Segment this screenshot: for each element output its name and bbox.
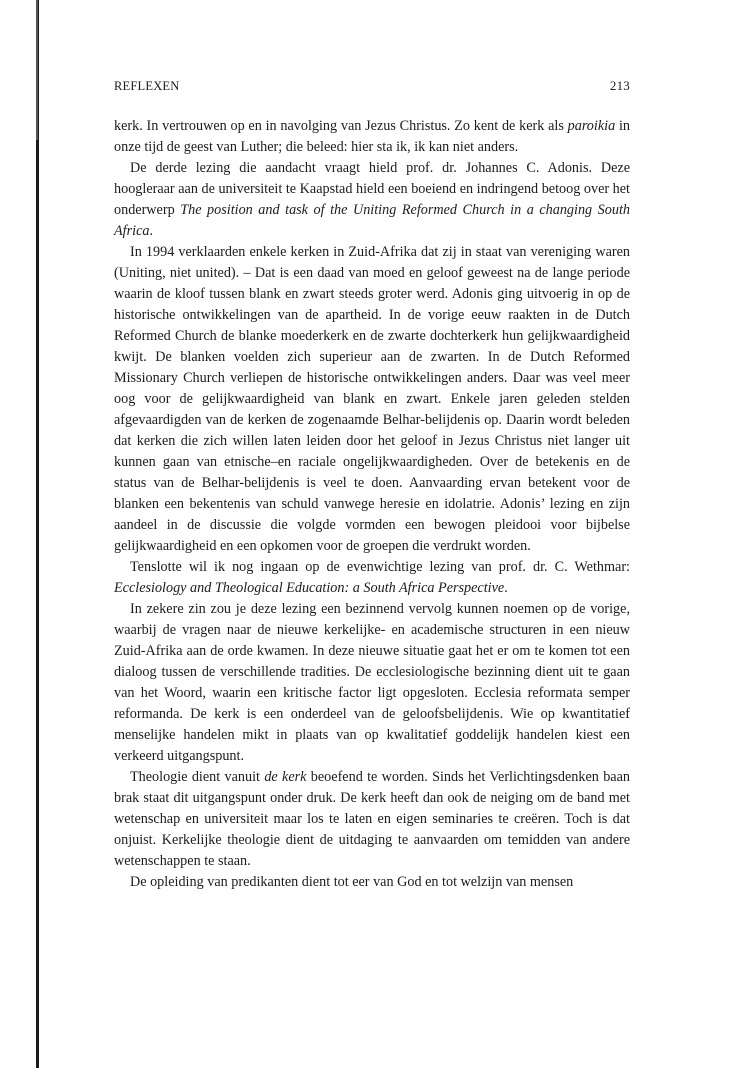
page-number: 213: [609, 78, 630, 93]
paragraph: [114, 767, 630, 872]
text-run: .: [504, 580, 508, 596]
paragraph: [114, 116, 630, 158]
italic-text: Ecclesiology and Theological Education: a South Africa Perspective: [114, 580, 505, 596]
paragraph: [114, 599, 630, 767]
text-run: Theologie dient vanuit: [130, 769, 265, 785]
paragraph: [114, 557, 630, 599]
text-run: De derde lezing die aandacht vraagt hield prof. dr. Johannes C. Adonis. Deze hoogleraar aan de universiteit te Kaapstad hield een boeiend en indringend betoog over het onderwerp: [114, 160, 630, 218]
paragraph: [114, 872, 630, 893]
text-run: Tenslotte wil ik nog ingaan op de evenwichtige lezing van prof. dr. C. Wethmar:: [130, 559, 630, 575]
binding-edge-line: [36, 0, 39, 1068]
text-run: kerk. In vertrouwen op en in navolging van Jezus Christus. Zo kent de kerk als: [114, 118, 568, 134]
paragraph: [114, 242, 630, 557]
running-header: [114, 78, 630, 100]
body-text: [114, 116, 630, 893]
text-run: In zekere zin zou je deze lezing een bezinnend vervolg kunnen noemen op de vorige, waarbij de vragen naar de nieuwe kerkelijke- en academische structuren in een nieuw Zuid-Afrika aan de orde kwamen. In deze nieuwe situatie gaat het er om te komen tot een dialoog tussen de verschillende tradities. De ecclesiologische bezinning dient uit te gaan van het Woord, waarin een kritische factor ligt opgesloten. Ecclesia reformata semper reformanda. De kerk is een onderdeel van de geloofsbelijdenis. Wie op kwantitatief menselijke handelen mikt in plaats van op kwalitatief goddelijk handelen kiest een verkeerd uitgangspunt.: [114, 601, 630, 764]
italic-text: paroikia: [567, 118, 616, 134]
book-page: [114, 78, 630, 893]
text-run: beoefend te worden. Sinds het Verlichtingsdenken baan brak staat dit uitgangspunt onder druk. De kerk heeft dan ook de neiging om de band met wetenschap en universiteit maar los te laten en eigen seminaries te creëren. Toch is dat onjuist. Kerkelijke theologie dient de uitdaging te aanvaarden om temidden van andere wetenschappen te staan.: [114, 769, 630, 869]
running-title: REFLEXEN: [114, 79, 180, 93]
italic-text: de kerk: [264, 769, 307, 785]
text-run: in onze tijd de geest van Luther; die beleed: hier sta ik, ik kan niet anders.: [114, 118, 630, 155]
text-run: In 1994 verklaarden enkele kerken in Zuid-Afrika dat zij in staat van vereniging waren (Uniting, niet united). – Dat is een daad van moed en geloof geweest na de lange periode waarin de kloof tussen blank en zwart steeds groter werd. Adonis ging uitvoerig in op de historische ontwikkelingen van de apartheid. In de vorige eeuw raakten in de Dutch Reformed Church de blanke moederkerk en de zwarte dochterkerk hun gelijkwaardigheid kwijt. De blanken voelden zich superieur aan de zwarten. In de Dutch Reformed Missionary Church verliepen de historische ontwikkelingen anders. Daar was veel meer oog voor de gelijkwaardigheid van blank en zwart. Enkele jaren geleden stelden afgevaardigden van de kerken de zogenaamde Belhar-belijdenis op. Daarin wordt beleden dat kerken die zich willen laten leiden door het geloof in Jezus Christus niet langer uit kunnen gaan van etnische–en raciale ongelijkwaardigheden. Over de betekenis en de status van de Belhar-belijdenis is veel te doen. Aanvaarding ervan betekent voor de blanken een bekentenis van schuld vanwege heresie en idolatrie. Adonis’ lezing en zijn aandeel in de discussie die volgde vormden een bewogen pleidooi voor bijbelse gelijkwaardigheid en een opkomen voor de groepen die verdrukt worden.: [114, 244, 630, 554]
italic-text: The position and task of the Uniting Reformed Church in a changing South Africa: [114, 202, 630, 239]
text-run: .: [149, 223, 154, 239]
text-run: De opleiding van predikanten dient tot eer van God en tot welzijn van mensen: [130, 874, 574, 890]
paragraph: [114, 158, 630, 242]
